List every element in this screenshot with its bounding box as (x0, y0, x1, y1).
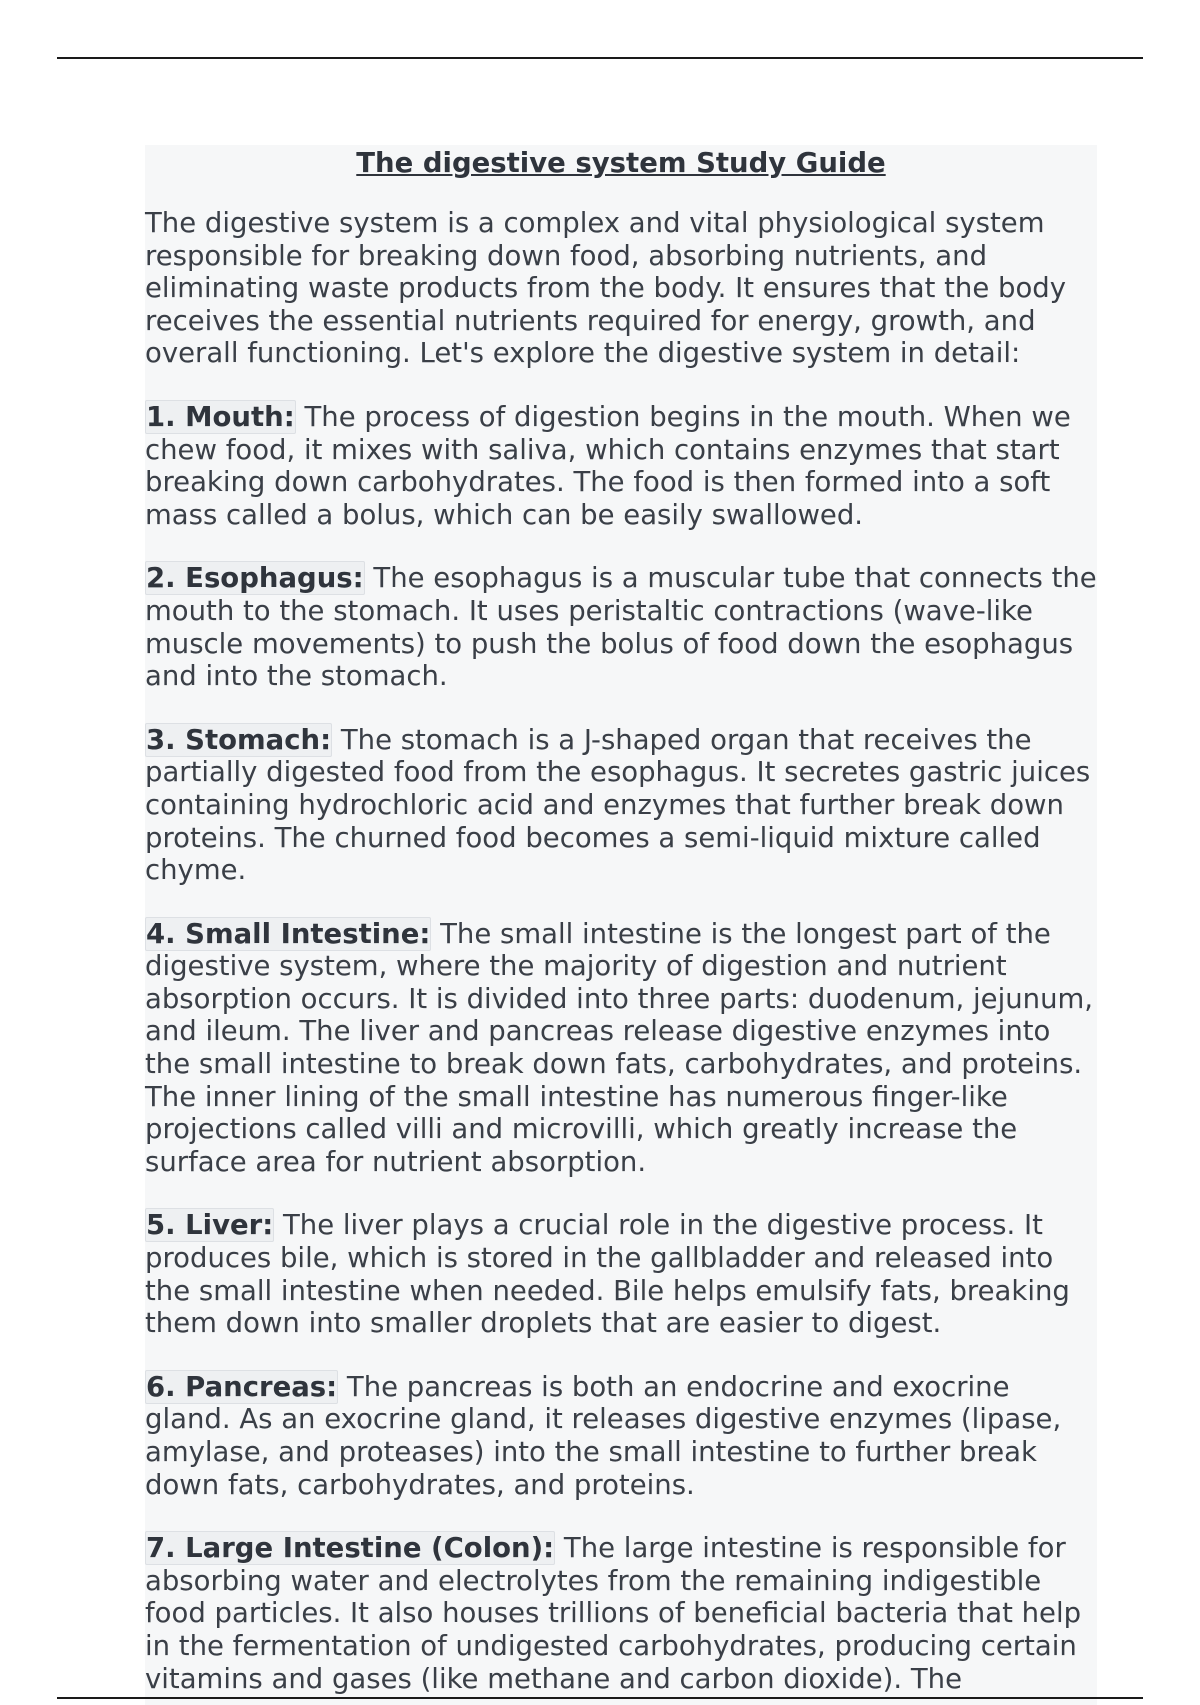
section-text: The large intestine is responsible for absorbing water and electrolytes from the remaining indigestible food particles. It also houses trillions of beneficial bacteria that help in the fermentation of undigested carbohydrates, producing certain vitamins and gases (like methane and carbon dioxide). The (145, 1532, 1082, 1695)
section-stomach (145, 724, 1097, 887)
section-large-intestine (145, 1532, 1097, 1695)
section-term: 7. Large Intestine (Colon): (146, 1532, 555, 1565)
section-small-intestine (145, 918, 1097, 1179)
section-term: 2. Esophagus: (146, 562, 364, 595)
section-text: The liver plays a crucial role in the digestive process. It produces bile, which is stored in the gallbladder and released into the small intestine when needed. Bile helps emulsify fats, breaking them down into smaller droplets that are easier to digest. (145, 1209, 1070, 1340)
top-rule (57, 57, 1143, 59)
section-term: 1. Mouth: (146, 400, 295, 433)
study-guide-document (145, 145, 1097, 1705)
section-text: The pancreas is both an endocrine and exocrine gland. As an exocrine gland, it releases digestive enzymes (lipase, amylase, and proteases) into the small intestine to further break down fats, carbohydrates, and proteins. (145, 1370, 1062, 1501)
section-pancreas (145, 1371, 1097, 1501)
intro-paragraph: The digestive system is a complex and vital physiological system responsible for breaking down food, absorbing nutrients, and eliminating waste products from the body. It ensures that the body receives the essential nutrients required for energy, growth, and overall functioning. Let's explore the digestive system in detail: (145, 207, 1066, 370)
section-term: 5. Liver: (146, 1209, 274, 1242)
section-text: The esophagus is a muscular tube that connects the mouth to the stomach. It uses peristaltic contractions (wave-like muscle movements) to push the bolus of food down the esophagus and into the stomach. (145, 562, 1097, 693)
bottom-rule (57, 1697, 1143, 1699)
section-liver (145, 1209, 1097, 1339)
section-text: The small intestine is the longest part of the digestive system, where the majority of digestion and nutrient absorption occurs. It is divided into three parts: duodenum, jejunum, and ileum. The liver and pancreas release digestive enzymes into the small intestine to break down fats, carbohydrates, and proteins. The inner lining of the small intestine has numerous finger-like projections called villi and microvilli, which greatly increase the surface area for nutrient absorption. (145, 917, 1094, 1178)
section-term: 3. Stomach: (146, 723, 332, 756)
section-term: 4. Small Intestine: (146, 917, 431, 950)
section-esophagus (145, 562, 1097, 692)
document-title: The digestive system Study Guide (356, 147, 886, 179)
section-mouth (145, 401, 1097, 531)
section-text: The process of digestion begins in the mouth. When we chew food, it mixes with saliva, which contains enzymes that start breaking down carbohydrates. The food is then formed into a soft mass called a bolus, which can be easily swallowed. (145, 400, 1071, 531)
section-text: The stomach is a J-shaped organ that receives the partially digested food from the esophagus. It secretes gastric juices containing hydrochloric acid and enzymes that further break down proteins. The churned food becomes a semi-liquid mixture called chyme. (145, 723, 1091, 887)
section-term: 6. Pancreas: (146, 1370, 338, 1403)
